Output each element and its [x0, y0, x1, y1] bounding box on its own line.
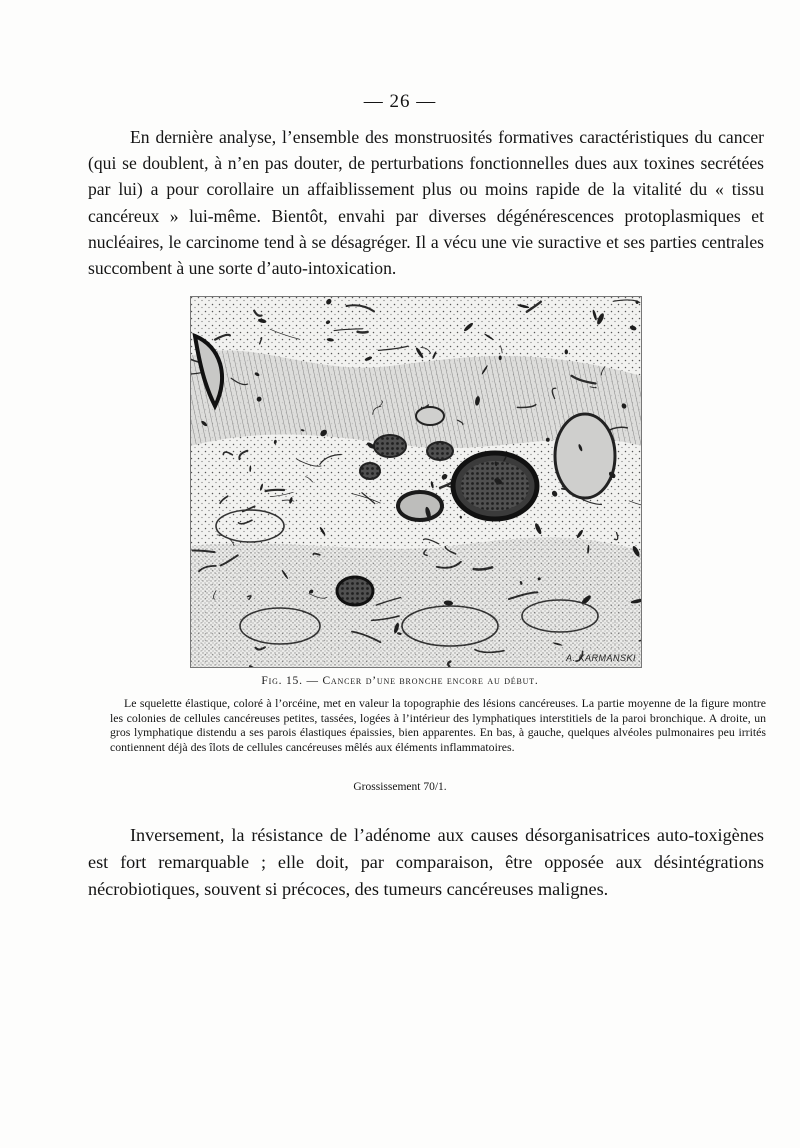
paragraph-adenoma-resistance: Inversement, la résistance de l’adénome aux causes désorganisatrices auto-toxigènes est fort remarquable ; elle doit, par comparaison, être opposée aux désintégrations nécrobiotiques, souvent si précoces, des tumeurs cancéreuses malignes.	[88, 825, 764, 899]
tissue-speck	[499, 356, 502, 361]
figure-label: Fig. 15.	[261, 675, 303, 687]
figure-title: — Cancer d’une bronche encore au début.	[306, 675, 539, 687]
page-number: — 26 —	[363, 91, 437, 112]
paragraph-carcinoma-vitality: En dernière analyse, l’ensemble des monstruosités formatives caractéristiques du cancer (qui se doublent, à n’en pas douter, de perturbations fonctionnelles dues aux toxines secrétées par lui) a pour corollaire un affaiblissement plus ou moins rapide de la vitalité du « tissu cancéreux » lui-même. Bientôt, envahi par diverses dégénérescences protoplasmiques et nucléaires, le carcinome tend à se désagréger. Il a vécu une vie suractive et ses parties centrales succombent à une sorte d’auto-intoxication.	[88, 127, 764, 279]
histology-illustration	[190, 296, 642, 668]
figure-description: Le squelette élastique, coloré à l’orcéine, met en valeur la topographie des lésions cancéreuses. La partie moyenne de la figure montre les colonies de cellules cancéreuses petites, tassées, logées à l’intérieur des lymphatiques interstitiels de la paroi bronchique. A droite, un gros lymphatique distendu a ses parois élastiques épaissies, bien apparentes. En bas, à gauche, quelques alvéoles pulmonaires peu irrités contiennent déjà des îlots de cellules cancéreuses mêlés aux éléments inflammatoires.	[110, 696, 766, 754]
elastic-fiber	[358, 332, 368, 333]
figure-magnification: Grossissement 70/1.	[353, 781, 447, 793]
figure-caption	[0, 675, 800, 687]
elastic-fiber	[266, 490, 285, 491]
artist-signature: A. KARMANSKI	[565, 653, 636, 663]
